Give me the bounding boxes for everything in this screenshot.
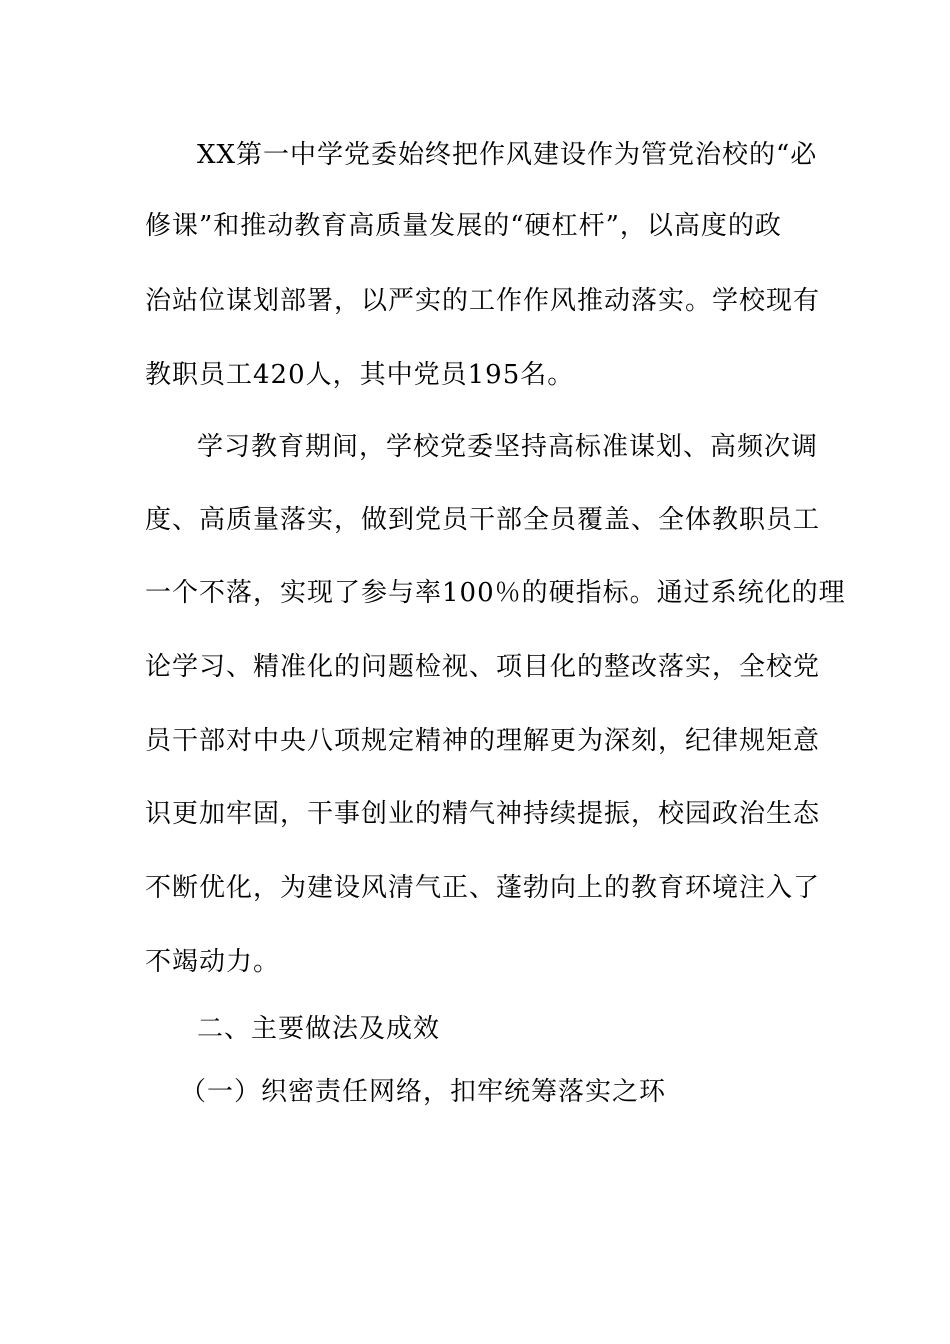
paragraph-2-line-3: 一个不落，实现了参与率100％的硬指标。通过系统化的理 <box>145 578 846 608</box>
paragraph-2-line-4: 论学习、精准化的问题检视、项目化的整改落实，全校党 <box>145 652 821 682</box>
subsection-heading: （一）织密责任网络，扣牢统筹落实之环 <box>180 1077 667 1107</box>
paragraph-2-line-7: 不断优化，为建设风清气正、蓬勃向上的教育环境注入了 <box>145 873 821 903</box>
section-heading: 二、主要做法及成效 <box>197 1014 441 1044</box>
paragraph-2-line-5: 员干部对中央八项规定精神的理解更为深刻，纪律规矩意 <box>145 726 821 756</box>
paragraph-1-line-2: 修课”和推动教育高质量发展的“硬杠杆”，以高度的政 <box>145 211 782 241</box>
paragraph-1-line-3: 治站位谋划部署，以严实的工作作风推动落实。学校现有 <box>145 286 821 316</box>
paragraph-2-line-2: 度、高质量落实，做到党员干部全员覆盖、全体教职员工 <box>145 505 821 535</box>
paragraph-1-line-4: 教职员工420人，其中党员195名。 <box>145 360 575 390</box>
paragraph-2-line-8: 不竭动力。 <box>145 947 281 977</box>
paragraph-1-line-1: XX第一中学党委始终把作风建设作为管党治校的“必 <box>197 140 818 170</box>
paragraph-2-line-6: 识更加牢固，干事创业的精气神持续提振，校园政治生态 <box>145 799 821 829</box>
paragraph-2-line-1: 学习教育期间，学校党委坚持高标准谋划、高频次调 <box>197 432 819 462</box>
